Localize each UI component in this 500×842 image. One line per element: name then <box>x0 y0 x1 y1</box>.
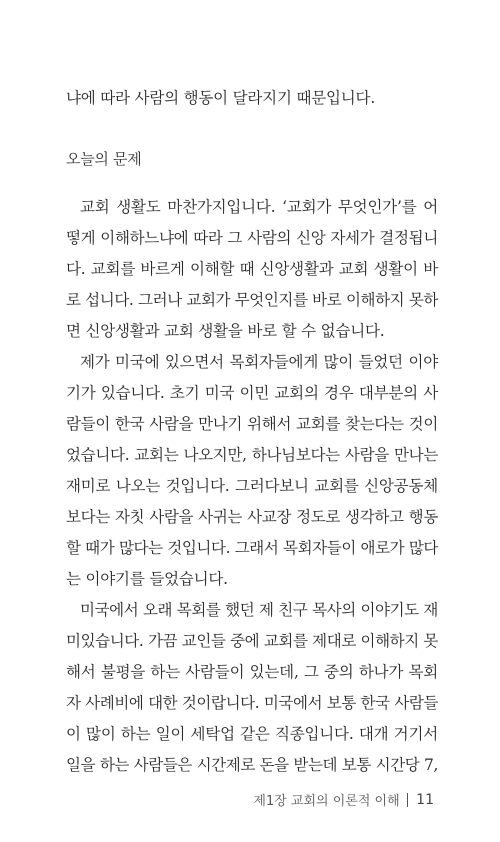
body-text-line: 미국에서 오래 목회를 했던 제 친구 목사의 이야기도 재 <box>80 601 438 619</box>
body-text-line: 해서 불평을 하는 사람들이 있는데, 그 중의 하나가 목회 <box>66 663 438 681</box>
body-text-line: 떻게 이해하느냐에 따라 그 사람의 신앙 자세가 결정됩니 <box>66 229 438 247</box>
body-text-line: 재미로 나오는 것입니다. 그러다보니 교회를 신앙공동체 <box>66 477 438 495</box>
body-text-line: 었습니다. 교회는 나오지만, 하나님보다는 사람을 만나는 <box>66 446 438 464</box>
page-footer <box>253 790 434 809</box>
page-number: 11 <box>416 791 434 808</box>
body-text-line: 이 많이 하는 일이 세탁업 같은 직종입니다. 대개 거기서 <box>66 725 438 743</box>
body-text-line: 보다는 자칫 사람을 사귀는 사교장 정도로 생각하고 행동 <box>66 508 438 526</box>
body-text-line: 는 이야기를 들었습니다. <box>66 570 228 588</box>
body-text-line: 다. 교회를 바르게 이해할 때 신앙생활과 교회 생활이 바 <box>66 260 438 278</box>
chapter-title: 제1장 교회의 이론적 이해 <box>253 794 400 809</box>
body-text-line: 미있습니다. 가끔 교인들 중에 교회를 제대로 이해하지 못 <box>66 632 438 650</box>
body-text-line: 일을 하는 사람들은 시간제로 돈을 받는데 보통 시간당 7, <box>66 756 438 774</box>
body-text-line: 할 때가 많다는 것입니다. 그래서 목회자들이 애로가 많다 <box>66 539 438 557</box>
intro-text-line: 냐에 따라 사람의 행동이 달라지기 때문입니다. <box>66 89 376 107</box>
section-heading: 오늘의 문제 <box>66 150 142 168</box>
body-text-line: 로 섭니다. 그러나 교회가 무엇인지를 바로 이해하지 못하 <box>66 291 438 309</box>
body-text-line: 제가 미국에 있으면서 목회자들에게 많이 들었던 이야 <box>80 353 438 371</box>
body-text-line: 람들이 한국 사람을 만나기 위해서 교회를 찾는다는 것이 <box>66 415 438 433</box>
body-text-line: 기가 있습니다. 초기 미국 이민 교회의 경우 대부분의 사 <box>66 384 438 402</box>
footer-divider <box>407 793 409 807</box>
body-text-line: 면 신앙생활과 교회 생활을 바로 할 수 없습니다. <box>66 322 385 340</box>
body-text-line: 자 사례비에 대한 것이랍니다. 미국에서 보통 한국 사람들 <box>66 694 438 712</box>
body-text-line: 교회 생활도 마찬가지입니다. ‘교회가 무엇인가’를 어 <box>80 198 438 216</box>
